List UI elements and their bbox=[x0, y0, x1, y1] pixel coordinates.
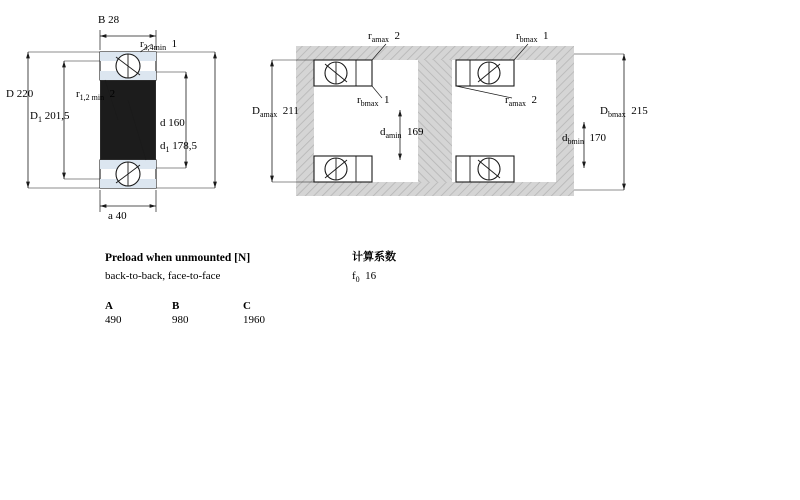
dim-label-r34min: $r_{3,4min}$ 1 bbox=[140, 38, 178, 53]
dim-label-dbmin: $d_{bmin}$ 170 bbox=[562, 132, 606, 147]
calc-factor: $f_0$ 16 bbox=[352, 270, 377, 285]
preload-col-A: A bbox=[105, 300, 113, 312]
dim-label-rbmax-top-right: $r_{bmax}$ 1 bbox=[516, 30, 549, 45]
dim-label-Damax: $D_{amax}$ 211 bbox=[252, 105, 299, 120]
dim-label-ramax-top-left: $r_{amax}$ 2 bbox=[368, 30, 400, 45]
dim-label-damin: $d_{amin}$ 169 bbox=[380, 126, 424, 141]
preload-col-B: B bbox=[172, 300, 180, 312]
dim-label-D: D 220 bbox=[6, 88, 34, 100]
preload-title: Preload when unmounted [N] bbox=[105, 252, 251, 264]
dim-label-Dbmax: $D_{bmax}$ 215 bbox=[600, 105, 648, 120]
dim-label-B: B 28 bbox=[98, 14, 120, 26]
dim-label-a: a 40 bbox=[108, 210, 127, 222]
preload-value-C: 1960 bbox=[243, 314, 265, 326]
calc-title: 计算系数 bbox=[352, 250, 396, 263]
dim-label-rbmax-mid: $r_{bmax}$ 1 bbox=[357, 94, 390, 109]
preload-value-A: 490 bbox=[105, 314, 122, 326]
dim-label-d: d 160 bbox=[160, 117, 185, 129]
preload-col-C: C bbox=[243, 300, 251, 312]
dim-label-D1: $D_1$ 201,5 bbox=[30, 110, 70, 125]
right-paired-bearing-section bbox=[272, 44, 624, 196]
preload-value-B: 980 bbox=[172, 314, 189, 326]
preload-subtitle: back-to-back, face-to-face bbox=[105, 270, 221, 282]
dim-label-r12min: $r_{1,2 min}$ 2 bbox=[76, 88, 116, 103]
dim-label-d1: $d_1$ 178,5 bbox=[160, 140, 197, 155]
dim-label-ramax-mid: $r_{amax}$ 2 bbox=[505, 94, 537, 109]
